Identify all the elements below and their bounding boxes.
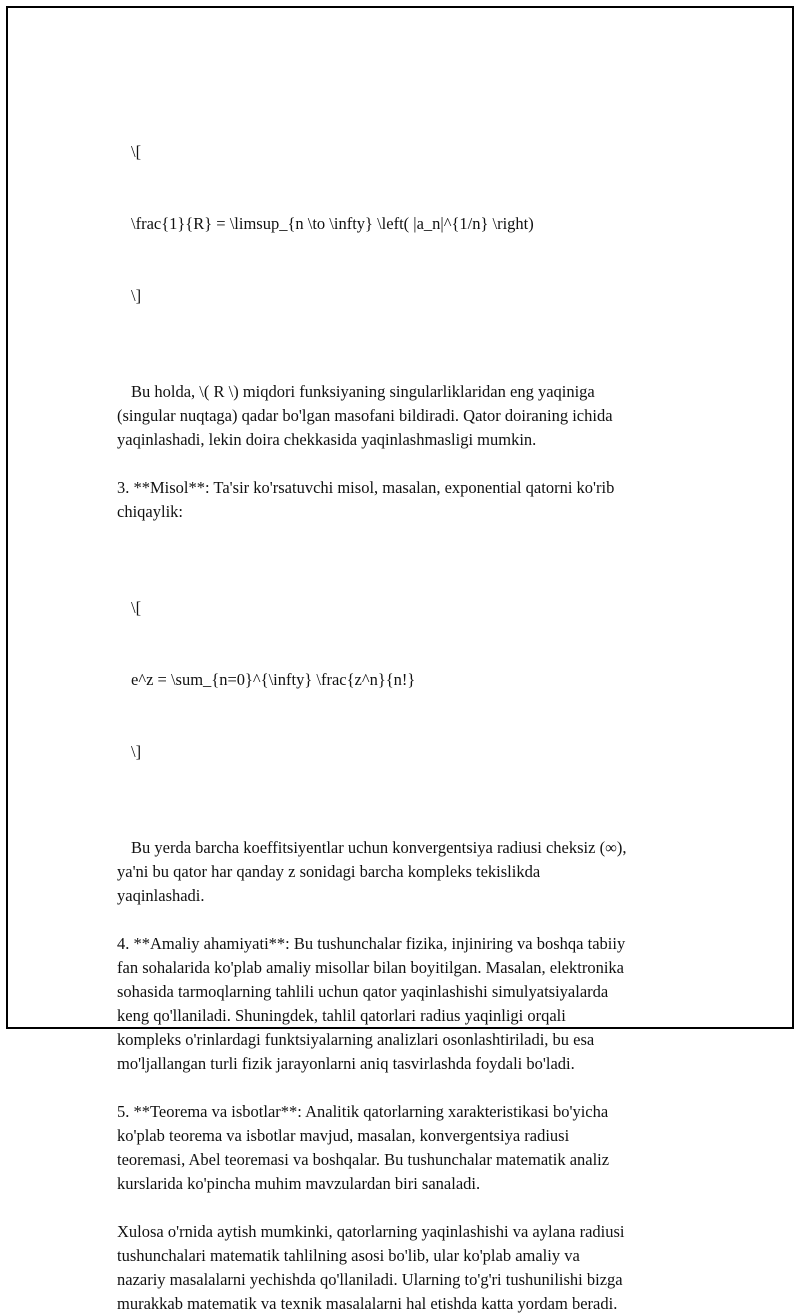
math-line: \[ (131, 142, 142, 161)
text-line: yaqinlashadi. (117, 886, 205, 905)
paragraph-exponential-explanation (117, 836, 697, 908)
text-line: ko'plab teorema va isbotlar mavjud, masalan, konvergentsiya radiusi (117, 1126, 570, 1145)
paragraph-radius-explanation (117, 380, 697, 452)
text-line: teoremasi, Abel teoremasi va boshqalar. Bu tushunchalar matematik analiz (117, 1150, 610, 1169)
paragraph-conclusion (117, 1220, 697, 1316)
math-line: \] (131, 742, 142, 761)
text-line: Xulosa o'rnida aytish mumkinki, qatorlarning yaqinlashishi va aylana radiusi (117, 1222, 625, 1241)
text-line: nazariy masalalarni yechishda qo'llaniladi. Ularning to'g'ri tushunilishi bizga (117, 1270, 623, 1289)
text-line: (singular nuqtaga) qadar bo'lgan masofani bildiradi. Qator doiraning ichida (117, 406, 613, 425)
text-line: sohasida tarmoqlarning tahlili uchun qator yaqinlashishi simulyatsiyalarda (117, 982, 609, 1001)
text-line: chiqaylik: (117, 502, 183, 521)
text-line: kurslarida ko'pincha muhim mavzulardan biri sanaladi. (117, 1174, 481, 1193)
text-line: tushunchalari matematik tahlilning asosi bo'lib, ular ko'plab amaliy va (117, 1246, 580, 1265)
paragraph-example-heading (117, 476, 697, 524)
text-line: ya'ni bu qator har qanday z sonidagi barcha kompleks tekislikda (117, 862, 541, 881)
text-line: 4. **Amaliy ahamiyati**: Bu tushunchalar fizika, injiniring va boshqa tabiiy (117, 934, 626, 953)
text-line: 3. **Misol**: Ta'sir ko'rsatuvchi misol, masalan, exponential qatorni ko'rib (117, 478, 615, 497)
display-math-block (117, 92, 697, 356)
text-line: 5. **Teorema va isbotlar**: Analitik qatorlarning xarakteristikasi bo'yicha (117, 1102, 609, 1121)
paragraph-practical-significance (117, 932, 697, 1076)
text-line: fan sohalarida ko'plab amaliy misollar bilan boyitilgan. Masalan, elektronika (117, 958, 624, 977)
document-body (117, 92, 697, 1316)
text-line: murakkab matematik va texnik masalalarni hal etishda katta yordam beradi. (117, 1294, 618, 1313)
math-line: \frac{1}{R} = \limsup_{n \to \infty} \left( |a_n|^{1/n} \right) (131, 214, 534, 233)
math-line: \[ (131, 598, 142, 617)
text-line: Bu yerda barcha koeffitsiyentlar uchun konvergentsiya radiusi cheksiz (∞), (131, 838, 627, 857)
paragraph-theorems (117, 1100, 697, 1196)
text-line: mo'ljallangan turli fizik jarayonlarni aniq tasvirlashda foydali bo'ladi. (117, 1054, 575, 1073)
text-line: Bu holda, \( R \) miqdori funksiyaning singularliklaridan eng yaqiniga (131, 382, 595, 401)
math-line: \] (131, 286, 142, 305)
display-math-block (117, 548, 697, 812)
text-line: kompleks o'rinlardagi funktsiyalarning analizlari osonlashtiriladi, bu esa (117, 1030, 595, 1049)
text-line: keng qo'llaniladi. Shuningdek, tahlil qatorlari radius yaqinligi orqali (117, 1006, 566, 1025)
math-line: e^z = \sum_{n=0}^{\infty} \frac{z^n}{n!} (131, 670, 416, 689)
text-line: yaqinlashadi, lekin doira chekkasida yaqinlashmasligi mumkin. (117, 430, 537, 449)
